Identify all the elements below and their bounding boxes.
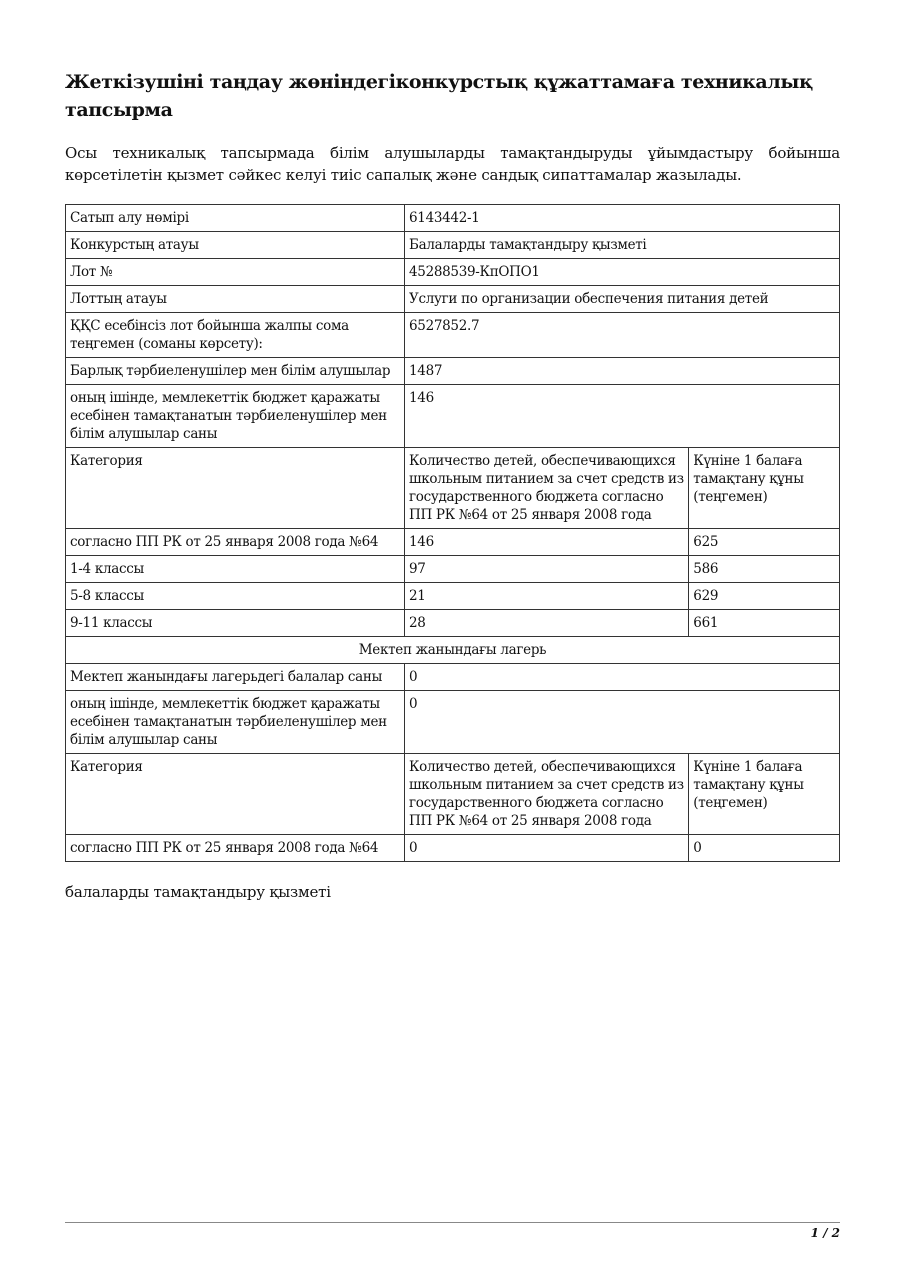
table-row	[66, 664, 840, 691]
category-count: 97	[404, 556, 688, 583]
row-value: 6143442-1	[404, 205, 839, 232]
intro-paragraph: Осы техникалық тапсырмада білім алушыларды тамақтандыруды ұйымдастыру бойынша көрсетілетін қызмет сәйкес келуі тиіс сапалық және сандық сипаттамалар жазылады.	[65, 144, 840, 184]
row-label: Мектеп жанындағы лагерьдегі балалар саны	[66, 664, 405, 691]
table-row	[66, 232, 840, 259]
table-row	[66, 313, 840, 358]
category-count: 28	[404, 610, 688, 637]
category-cost: 661	[689, 610, 840, 637]
category-header-col1: Категория	[66, 754, 405, 835]
row-value: 6527852.7	[404, 313, 839, 358]
category-row	[66, 529, 840, 556]
row-value: 0	[404, 664, 839, 691]
page-number: 1 / 2	[810, 1226, 840, 1240]
category-name: 9-11 классы	[66, 610, 405, 637]
table-row	[66, 358, 840, 385]
category-name: 1-4 классы	[66, 556, 405, 583]
category-count: 146	[404, 529, 688, 556]
row-label: Сатып алу нөмірі	[66, 205, 405, 232]
row-label: ҚҚС есебінсіз лот бойынша жалпы сома теңгемен (соманы көрсету):	[66, 313, 405, 358]
row-value: 1487	[404, 358, 839, 385]
table-row	[66, 691, 840, 754]
page-footer	[65, 1222, 840, 1240]
camp-section-row	[66, 637, 840, 664]
table-row	[66, 385, 840, 448]
camp-category-row	[66, 835, 840, 862]
category-row	[66, 556, 840, 583]
row-value: 146	[404, 385, 839, 448]
row-label: Барлық тәрбиеленушілер мен білім алушылар	[66, 358, 405, 385]
row-label: Конкурстың атауы	[66, 232, 405, 259]
document-title: Жеткізушіні таңдау жөніндегіконкурстық құжаттамаға техникалық тапсырма	[65, 71, 813, 121]
category-header-row	[66, 448, 840, 529]
row-label: оның ішінде, мемлекеттік бюджет қаражаты есебінен тамақтанатын тәрбиеленушілер мен білім алушылар саны	[66, 385, 405, 448]
after-table-text: балаларды тамақтандыру қызметі	[65, 883, 331, 901]
category-count: 0	[404, 835, 688, 862]
row-label: Лоттың атауы	[66, 286, 405, 313]
technical-spec-table	[65, 204, 840, 862]
row-label: Лот №	[66, 259, 405, 286]
category-row	[66, 610, 840, 637]
category-header-col3: Күніне 1 балаға тамақтану құны (теңгемен)	[689, 754, 840, 835]
category-name: согласно ПП РК от 25 января 2008 года №64	[66, 835, 405, 862]
category-header-col1: Категория	[66, 448, 405, 529]
category-name: согласно ПП РК от 25 января 2008 года №64	[66, 529, 405, 556]
category-count: 21	[404, 583, 688, 610]
category-cost: 625	[689, 529, 840, 556]
camp-section-title: Мектеп жанындағы лагерь	[66, 637, 840, 664]
table-row	[66, 286, 840, 313]
category-header-col2: Количество детей, обеспечивающихся школьным питанием за счет средств из государственного бюджета согласно ПП РК №64 от 25 января 2008 года	[404, 754, 688, 835]
category-cost: 0	[689, 835, 840, 862]
category-header-col2: Количество детей, обеспечивающихся школьным питанием за счет средств из государственного бюджета согласно ПП РК №64 от 25 января 2008 года	[404, 448, 688, 529]
camp-category-header-row	[66, 754, 840, 835]
row-value: 45288539-КпОПО1	[404, 259, 839, 286]
row-value: Балаларды тамақтандыру қызметі	[404, 232, 839, 259]
category-name: 5-8 классы	[66, 583, 405, 610]
row-value: 0	[404, 691, 839, 754]
table-row	[66, 259, 840, 286]
row-label: оның ішінде, мемлекеттік бюджет қаражаты есебінен тамақтанатын тәрбиеленушілер мен білім алушылар саны	[66, 691, 405, 754]
category-header-col3: Күніне 1 балаға тамақтану құны (теңгемен)	[689, 448, 840, 529]
category-cost: 629	[689, 583, 840, 610]
category-row	[66, 583, 840, 610]
row-value: Услуги по организации обеспечения питания детей	[404, 286, 839, 313]
category-cost: 586	[689, 556, 840, 583]
table-row	[66, 205, 840, 232]
document-page	[65, 68, 840, 901]
